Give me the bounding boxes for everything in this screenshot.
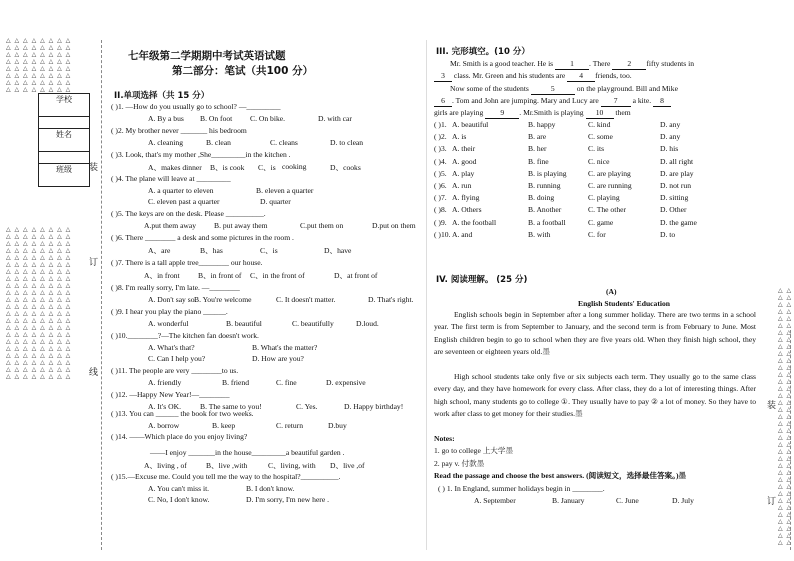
mc-question-12: ( )12. —Happy New Year!—________ [111, 390, 230, 399]
mc-q7-option[interactable]: A、in front [144, 271, 180, 280]
mc-q6-option[interactable]: B、has [200, 246, 223, 255]
school-blank [39, 117, 89, 129]
name-blank [39, 152, 89, 164]
mc-q4-option[interactable]: C. eleven past a quarter [148, 197, 220, 206]
cloze-q7-option[interactable]: A. flying [452, 193, 480, 203]
binding-mark-zhuang: 装 [89, 163, 99, 173]
cloze-q1-option[interactable]: D. any [660, 120, 681, 129]
cloze-q2-option[interactable]: B. are [528, 132, 547, 142]
binding-line-right [790, 330, 791, 550]
cloze-q2-option[interactable]: A. is [452, 132, 467, 142]
cloze-blank-2[interactable]: 2 [612, 59, 646, 70]
mc-question-14-response: ——I enjoy _______in the house_________a beautiful garden . [150, 448, 345, 457]
cloze-line-4: 6 . Tom and John are jumping. Mary and Lucy are 7 a kite. 8 [434, 96, 671, 107]
stray-mark: 墨 [575, 409, 583, 419]
mc-q8-option[interactable]: B. You're welcome [194, 295, 252, 304]
mc-q12-option[interactable]: A. It's OK. [148, 402, 182, 411]
cloze-q3-option[interactable]: A. their [452, 144, 476, 154]
section-4-heading: IV. 阅读理解。 (25 分) [436, 275, 528, 285]
mc-question-13: ( )13. You can ______ the book for two weeks. [111, 409, 254, 418]
mc-q10-option[interactable]: D. How are you? [252, 354, 304, 363]
cloze-question-1: ( )1. [434, 120, 447, 129]
cloze-q1-option[interactable]: A. beautiful [452, 120, 489, 129]
cloze-q9-option[interactable]: D. the game [660, 217, 697, 227]
stray-mark: 墨 [505, 446, 514, 455]
cloze-blank-10[interactable]: 10 [586, 108, 614, 119]
cloze-q5-option[interactable]: B. is playing [528, 168, 567, 178]
mc-q14-option[interactable]: B、live ,with [206, 461, 248, 470]
article-paragraph-2: High school students take only five or six subjects each term. They usually go to the same class every day, and they have homework for every class. After class, they do a lot of interesting things. After high school, many students go to college ①. They usually have to pay ② a lot of money. So they have to work after class to get money for their studies.墨 [434, 372, 756, 419]
mc-q4-option[interactable]: D. quarter [260, 197, 291, 206]
mc-q14-option[interactable]: A、living , of [144, 461, 187, 470]
cloze-q5-option[interactable]: C. are playing [588, 168, 631, 178]
cloze-q2-option[interactable]: D. any [660, 132, 681, 142]
reading-instruction: Read the passage and choose the best answers. (阅读短文，选择最佳答案。)墨 [434, 471, 687, 480]
cloze-question-2: ( )2. [434, 132, 447, 142]
mc-q15-option[interactable]: C. No, I don't know. [148, 495, 210, 504]
mc-question-14: ( )14. ——Which place do you enjoy living? [111, 432, 248, 441]
cloze-question-6: ( )6. [434, 181, 447, 190]
cloze-q5-option[interactable]: A. play [452, 168, 475, 178]
mc-q13-option[interactable]: A. borrow [148, 421, 180, 430]
binding-mark-ding: 订 [89, 258, 99, 268]
mc-q1-option[interactable]: A. By a bus [148, 114, 184, 123]
cloze-line-3: Now some of the students 5 on the playground. Bill and Mike [450, 84, 678, 93]
mc-q14-option[interactable]: D、live ,of [330, 461, 365, 470]
cloze-q3-option[interactable]: D. his [660, 144, 679, 154]
mc-q2-option[interactable]: D. to clean [330, 138, 364, 147]
mc-q8-option[interactable]: A. Don't say so. [148, 295, 197, 304]
column-divider [426, 40, 427, 550]
mc-question-3: ( )3. Look, that's my mother ,She_________in the kitchen . [111, 150, 291, 159]
name-field[interactable]: 姓名 [39, 129, 89, 152]
cloze-q6-option[interactable]: C. are running [588, 181, 632, 190]
reading-q1-opt-c[interactable]: C. June [616, 496, 639, 505]
mc-q7-option[interactable]: D、at front of [334, 271, 378, 280]
mc-q1-option[interactable]: C. On bike. [250, 114, 286, 123]
mc-q10-option[interactable]: A. What's that? [148, 343, 195, 352]
binding-line-left [101, 40, 102, 550]
mc-q4-option[interactable]: A. a quarter to eleven [148, 186, 214, 195]
cloze-q10-option[interactable]: B. with [528, 229, 551, 239]
stray-mark: 墨 [476, 459, 485, 468]
cloze-blank-7[interactable]: 7 [601, 96, 631, 107]
mc-q9-option[interactable]: A. wonderful [148, 319, 189, 328]
mc-q5-option[interactable]: D.put on them [372, 221, 416, 230]
mc-q6-option[interactable]: A、are [148, 246, 171, 255]
mc-q6-option[interactable]: D、have [324, 246, 352, 255]
mc-q15-option[interactable]: A. You can't miss it. [148, 484, 210, 493]
mc-q9-option[interactable]: D.loud. [356, 319, 379, 328]
reading-q1: ( ) 1. In England, summer holidays begin in ________. [438, 484, 605, 493]
mc-q1-option[interactable]: D. with car [318, 114, 352, 123]
mc-q9-option[interactable]: B. beautiful [226, 319, 262, 328]
mc-q11-option[interactable]: C. fine [276, 378, 297, 387]
cloze-line-2: 3 class. Mr. Green and his students are 4 friends, too. [434, 71, 632, 82]
cloze-q1-option[interactable]: C. kind [588, 120, 611, 129]
mc-q2-option[interactable]: A. cleaning [148, 138, 184, 147]
mc-q3-option[interactable]: C、is [258, 163, 276, 172]
binding-mark-xian: 线 [89, 368, 99, 378]
mc-q13-option[interactable]: C. return [276, 421, 303, 430]
student-info-box [38, 93, 90, 187]
mc-q3-option[interactable]: A、makes dinner [148, 163, 202, 172]
section-2-heading: II.单项选择（共 15 分） [114, 91, 210, 101]
cloze-q10-option[interactable]: A. and [452, 229, 473, 239]
mc-question-1: ( )1. —How do you usually go to school? —_________ [111, 102, 281, 111]
mc-question-6: ( )6. There ________ a desk and some pictures in the room . [111, 233, 294, 242]
cloze-q10-option[interactable]: C. for [588, 229, 606, 239]
cloze-q8-option[interactable]: A. Others [452, 205, 482, 215]
mc-q8-option[interactable]: D. That's right. [368, 295, 414, 304]
stray-mark: 墨 [678, 471, 687, 480]
section-3-heading: III. 完形填空。(10 分） [436, 47, 530, 57]
cloze-q7-option[interactable]: B. doing [528, 193, 555, 203]
cloze-q4-option[interactable]: D. all right [660, 156, 694, 166]
mc-q1-option[interactable]: B. On foot [200, 114, 233, 123]
exam-title: 七年级第二学期期中考试英语试题 [128, 50, 286, 62]
mc-question-7: ( )7. There is a tall apple tree________ our house. [111, 258, 263, 267]
article-title: English Students' Education [578, 299, 671, 308]
cloze-blank-5[interactable]: 5 [531, 84, 575, 95]
cloze-question-7: ( )7. [434, 193, 447, 203]
mc-q13-option[interactable]: D.buy [328, 421, 347, 430]
cloze-q2-option[interactable]: C. some [588, 132, 613, 142]
reading-q1-opt-a[interactable]: A. September [474, 496, 516, 505]
mc-question-11: ( )11. The people are very ________to us. [111, 366, 239, 375]
cloze-question-3: ( )3. [434, 144, 447, 154]
mc-q2-option[interactable]: C. cleans [270, 138, 298, 147]
cloze-q10-option[interactable]: D. to [660, 229, 676, 239]
cloze-question-9: ( )9. [434, 217, 447, 227]
reading-q1-opt-d[interactable]: D. July [672, 496, 694, 505]
notes-label: Notes: [434, 434, 455, 443]
cloze-q9-option[interactable]: C. game [588, 217, 614, 227]
reading-q1-opt-b[interactable]: B. January [552, 496, 585, 505]
mc-q10-option[interactable]: B. What's the matter? [252, 343, 318, 352]
mc-question-4: ( )4. The plane will leave at _________ [111, 174, 231, 183]
mc-q9-option[interactable]: C. beautifully [292, 319, 334, 328]
mc-q12-option[interactable]: D. Happy birthday! [344, 402, 404, 411]
cloze-q6-option[interactable]: B. running [528, 181, 561, 190]
cloze-q4-option[interactable]: A. good [452, 156, 477, 166]
cloze-question-10: ( )10. [434, 229, 451, 239]
mc-q8-option[interactable]: C. It doesn't matter. [276, 295, 336, 304]
binding-mark-ding-right: 订 [767, 497, 777, 507]
mc-question-9: ( )9. I hear you play the piano ______. [111, 307, 228, 316]
cloze-q9-option[interactable]: B. a football [528, 217, 566, 227]
school-field[interactable]: 学校 [39, 94, 89, 117]
right-border-triangles: △ △ △ △ △ △ △ △ △ △ △ △ △ △ △ △ △ △ △ △ △ △ △ △ △ △ △ △ △ △ △ △ △ △ △ △ △ △ △ △ △ △ △ △ △ △ △ △ △ △ △ △ △ △ △ △ △ △ △ △ △ △ △ △ △ △ △ △ △ △ △ △ △ △ [778, 287, 793, 546]
mc-q12-option[interactable]: B. The same to you! [200, 402, 262, 411]
mc-q3-option[interactable]: cooking [282, 162, 307, 171]
cloze-q4-option[interactable]: C. nice [588, 156, 610, 166]
stray-mark: 墨 [542, 347, 550, 357]
cloze-blank-9[interactable]: 9 [485, 108, 519, 119]
mc-question-15: ( )15.—Excuse me. Could you tell me the way to the hospital?__________. [111, 472, 341, 481]
mc-q4-option[interactable]: B. eleven a quarter [256, 186, 314, 195]
cloze-q9-option[interactable]: A. the football [452, 217, 497, 227]
note-2: 2. pay v. 付款墨 [434, 459, 485, 468]
exam-subtitle: 第二部分：笔试（共100 分） [172, 65, 314, 77]
mc-q5-option[interactable]: A.put them away [144, 221, 197, 230]
mc-q11-option[interactable]: A. friendly [148, 378, 182, 387]
cloze-q6-option[interactable]: A. run [452, 181, 472, 190]
mc-q6-option[interactable]: C、is [260, 246, 278, 255]
mc-q2-option[interactable]: B. clean [206, 138, 231, 147]
cloze-question-8: ( )8. [434, 205, 447, 215]
mc-q12-option[interactable]: C. Yes. [296, 402, 318, 411]
mc-q3-option[interactable]: B、is cook [210, 163, 245, 172]
mc-q7-option[interactable]: C、in the front of [250, 271, 305, 280]
cloze-q3-option[interactable]: C. its [588, 144, 605, 154]
cloze-q7-option[interactable]: D. sitting [660, 193, 689, 203]
cloze-q6-option[interactable]: D. not run [660, 181, 692, 190]
mc-q5-option[interactable]: C.put them on [300, 221, 344, 230]
cloze-q7-option[interactable]: C. playing [588, 193, 620, 203]
mc-q15-option[interactable]: D. I'm sorry, I'm new here . [246, 495, 330, 504]
mc-q10-option[interactable]: C. Can I help you? [148, 354, 206, 363]
mc-q14-option[interactable]: C、living, with [268, 461, 316, 470]
mc-q5-option[interactable]: B. put away them [214, 221, 268, 230]
cloze-line-1: Mr. Smith is a good teacher. He is 1 . There 2 fifty students in [450, 59, 694, 68]
mc-question-8: ( )8. I'm really sorry, I'm late. —________ [111, 283, 240, 292]
mc-q11-option[interactable]: B. friend [222, 378, 249, 387]
cloze-q1-option[interactable]: B. happy [528, 120, 556, 129]
cloze-line-5: girls are playing 9 . Mr.Smith is playing 10 them [434, 108, 631, 117]
cloze-q8-option[interactable]: C. The other [588, 205, 627, 215]
mc-q13-option[interactable]: B. keep [212, 421, 236, 430]
mc-q7-option[interactable]: B、in front of [198, 271, 242, 280]
cloze-blank-8[interactable]: 8 [653, 96, 671, 107]
cloze-blank-1[interactable]: 1 [555, 59, 589, 70]
mc-question-10: ( )10.________?—The kitchen fan doesn't work. [111, 331, 259, 340]
mc-q11-option[interactable]: D. expensive [326, 378, 366, 387]
mc-question-5: ( )5. The keys are on the desk. Please __________. [111, 209, 266, 218]
mc-q15-option[interactable]: B. I don't know. [246, 484, 295, 493]
cloze-q3-option[interactable]: B. her [528, 144, 547, 154]
cloze-question-5: ( )5. [434, 168, 447, 178]
cloze-question-4: ( )4. [434, 156, 447, 166]
mc-question-2: ( )2. My brother never _______ his bedroom [111, 126, 247, 135]
cloze-q5-option[interactable]: D. are play [660, 168, 694, 178]
left-border-triangles: △ △ △ △ △ △ △ △ △ △ △ △ △ △ △ △ △ △ △ △ △ △ △ △ △ △ △ △ △ △ △ △ △ △ △ △ △ △ △ △ △ △ △ △ △ △ △ △ △ △ △ △ △ △ △ △ △ △ △ △ △ △ △ △ △ △ △ △ △ △ △ △ △ △ △ △ △ △ △ △ △ △ △ △ △ △ △ △ △ △ △ △ △ △ △ △ △ △ △ △ △ △ △ △ △ △ △ △ △ △ △ △ △ △ △ △ △ △ △ △ △ △ △ △ △ △ △ △ △ △ △ △ △ △ △ △ △ △ △ △ △ △ △ △ △ △ △ △ △ △ △ △ △ △ △ △ △ △ △ △ △ △ △ △ △ △ △ △ △ △ △ △ △ △ △ △ △ △ △ △ △ △ △ △ △ △ △ △ △ △ △ △ △ △ △ △ △ △ △ △ △ △ △ △ △ △ △ △ △ △ △ △ △ △ △ △ △ △ △ △ △ △ △ △ △ △ △ △ △ △ △ △ △ △ △ △ △ △ △ △ [6, 37, 72, 380]
mc-q3-option[interactable]: D、cooks [330, 163, 361, 172]
cloze-blank-3[interactable]: 3 [434, 71, 452, 82]
cloze-blank-6[interactable]: 6 [434, 96, 452, 107]
cloze-blank-4[interactable]: 4 [567, 71, 595, 82]
cloze-q8-option[interactable]: D. Other [660, 205, 687, 215]
class-field[interactable]: 班级 [56, 165, 72, 174]
passage-label: (A) [606, 287, 617, 296]
article-paragraph-1: English schools begin in September after a long summer holiday. There are two terms in a school year. The first term is from September to January, and the second term is from February to June. Most English children begin to go to school when they are five years old. When they finish high school, they are seventeen or eighteen years old.墨 [434, 310, 756, 357]
cloze-q4-option[interactable]: B. fine [528, 156, 549, 166]
binding-mark-zhuang-right: 装 [767, 401, 777, 411]
note-1: 1. go to college 上大学墨 [434, 446, 514, 455]
cloze-q8-option[interactable]: B. Another [528, 205, 562, 215]
